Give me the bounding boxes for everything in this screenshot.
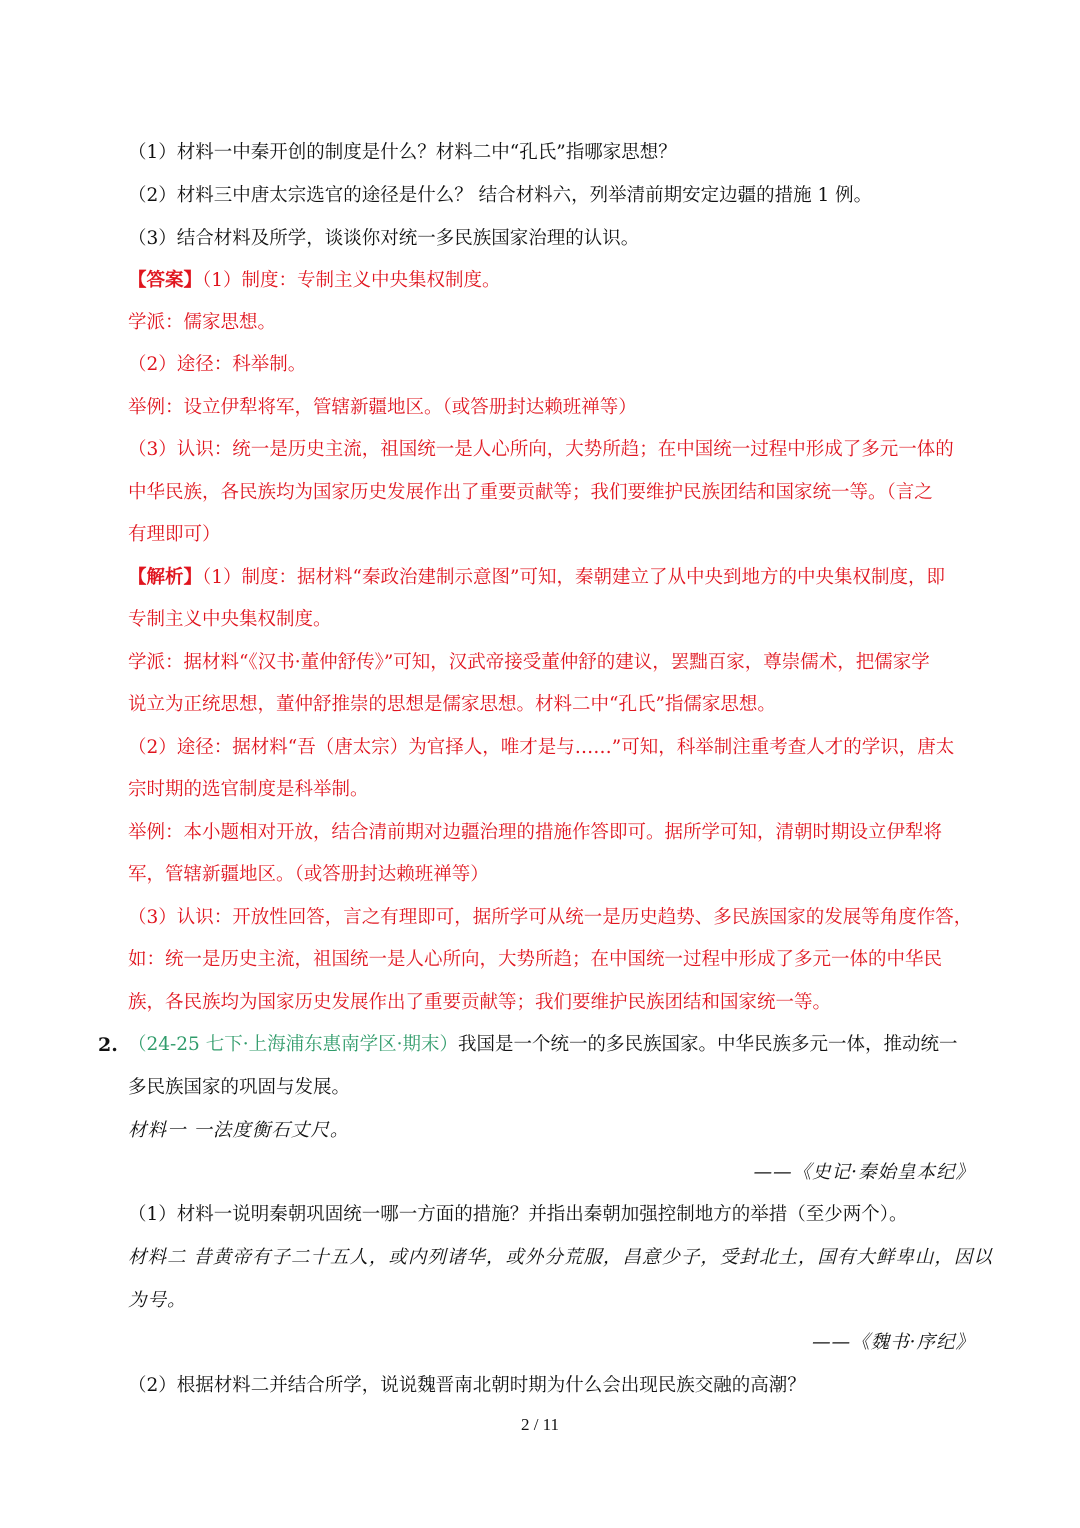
analysis-line-3: 学派：据材料“《汉书·董仲舒传》”可知，汉武帝接受董仲舒的建议，罢黜百家，尊崇儒术，把儒家学 xyxy=(128,652,930,673)
material-2-line-1: 材料二 昔黄帝有子二十五人，或内列诸华，或外分荒服，昌意少子，受封北土，国有大鲜卑山，因以 xyxy=(128,1247,993,1268)
sub-question-1: （1）材料一说明秦朝巩固统一哪一方面的措施？并指出秦朝加强控制地方的举措（至少两个）。 xyxy=(128,1204,908,1225)
analysis-line-8: 军，管辖新疆地区。（或答册封达赖班禅等） xyxy=(128,864,489,885)
question-3-text: （3）结合材料及所学，谈谈你对统一多民族国家治理的认识。 xyxy=(128,228,640,249)
question-2-stem-line-1 xyxy=(128,1032,958,1058)
material-2-line-2: 为号。 xyxy=(128,1290,187,1311)
material-1: 材料一 一法度衡石丈尺。 xyxy=(128,1120,350,1141)
answer-line-3: （2）途径：科举制。 xyxy=(128,354,307,375)
analysis-line-7: 举例：本小题相对开放，结合清前期对边疆治理的措施作答即可。据所学可知，清朝时期设立伊犁将 xyxy=(128,822,943,843)
material-2-source: ——《魏书·序纪》 xyxy=(812,1332,975,1353)
answer-line-6: 中华民族，各民族均为国家历史发展作出了重要贡献等；我们要维护民族团结和国家统一等。（言之 xyxy=(128,482,933,503)
answer-line-7: 有理即可） xyxy=(128,524,221,545)
page-number: 2 / 11 xyxy=(520,1415,560,1434)
analysis-line-1 xyxy=(128,565,945,591)
answer-line-5: （3）认识：统一是历史主流，祖国统一是人心所向，大势所趋；在中国统一过程中形成了多元一体的 xyxy=(128,439,954,460)
answer-tag: 【答案】 xyxy=(128,270,203,291)
question-1-text: （1）材料一中秦开创的制度是什么？材料二中“孔氏”指哪家思想？ xyxy=(128,142,677,163)
answer-line-4: 举例：设立伊犁将军，管辖新疆地区。（或答册封达赖班禅等） xyxy=(128,397,637,418)
analysis-line-6: 宗时期的选官制度是科举制。 xyxy=(128,779,369,800)
analysis-line-2: 专制主义中央集权制度。 xyxy=(128,609,332,630)
question-2-source: （24-25 七下·上海浦东惠南学区·期末） xyxy=(128,1034,458,1055)
answer-text-1: （1）制度：专制主义中央集权制度。 xyxy=(202,270,501,291)
analysis-line-5: （2）途径：据材料“吾（唐太宗）为官择人，唯才是与……”可知，科举制注重考查人才的学识，唐太 xyxy=(128,737,955,758)
question-2-stem-text: 我国是一个统一的多民族国家。中华民族多元一体，推动统一 xyxy=(457,1034,958,1055)
analysis-tag: 【解析】 xyxy=(128,567,203,588)
sub-question-2: （2）根据材料二并结合所学，说说魏晋南北朝时期为什么会出现民族交融的高潮？ xyxy=(128,1375,806,1396)
question-2-stem-line-2: 多民族国家的巩固与发展。 xyxy=(128,1077,351,1098)
analysis-line-10: 如：统一是历史主流，祖国统一是人心所向，大势所趋；在中国统一过程中形成了多元一体的中华民 xyxy=(128,949,943,970)
analysis-text-1: （1）制度：据材料“秦政治建制示意图”可知，秦朝建立了从中央到地方的中央集权制度，即 xyxy=(202,567,945,588)
answer-line-1 xyxy=(128,268,501,294)
question-2-text: （2）材料三中唐太宗选官的途径是什么？ 结合材料六，列举清前期安定边疆的措施 1 例。 xyxy=(128,185,873,206)
material-1-source: ——《史记·秦始皇本纪》 xyxy=(753,1162,975,1183)
analysis-line-4: 说立为正统思想，董仲舒推崇的思想是儒家思想。材料二中“孔氏”指儒家思想。 xyxy=(128,694,776,715)
answer-line-2: 学派：儒家思想。 xyxy=(128,312,277,333)
question-2-number: 2. xyxy=(98,1034,118,1056)
analysis-line-11: 族，各民族均为国家历史发展作出了重要贡献等；我们要维护民族团结和国家统一等。 xyxy=(128,992,832,1013)
analysis-line-9: （3）认识：开放性回答，言之有理即可，据所学可从统一是历史趋势、多民族国家的发展等角度作答， xyxy=(128,907,973,928)
